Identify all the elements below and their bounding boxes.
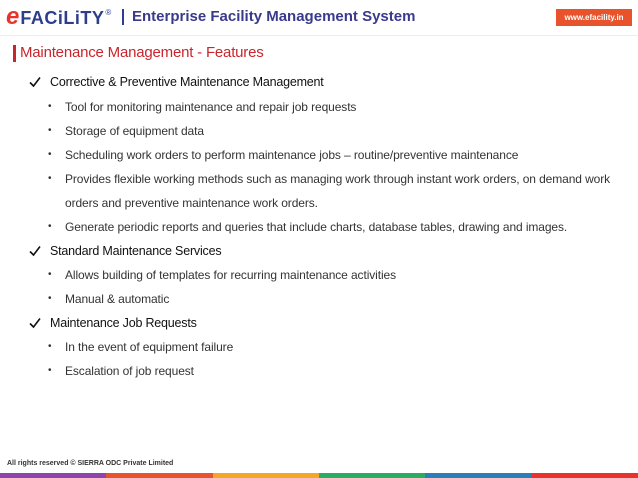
bullet-text: In the event of equipment failure [65,340,234,354]
checkmark-icon [28,75,42,89]
header-title: Enterprise Facility Management System [132,8,416,25]
bullet-dot: • [48,149,52,160]
strip-segment [0,473,106,478]
logo-wordmark: FACiLiTY [20,8,105,28]
bullet-continuation: orders and preventive maintenance work orders. [65,196,318,210]
bullet-text: Tool for monitoring maintenance and repair job requests [65,100,357,114]
bullet-item [48,171,610,187]
bullet-dot: • [48,269,52,280]
bullet-item [48,267,396,283]
bullet-dot: • [48,221,52,232]
bullet-item [48,99,356,115]
page-title: Maintenance Management - Features [20,44,264,61]
bullet-dot: • [48,125,52,136]
feature-label: Maintenance Job Requests [50,316,197,330]
checkmark-icon [28,316,42,330]
efacility-logo[interactable] [6,5,111,31]
header-divider [0,35,638,36]
bullet-text: Storage of equipment data [65,124,204,138]
strip-segment [106,473,212,478]
bullet-item [48,147,518,163]
strip-segment [319,473,425,478]
feature-item [28,74,324,90]
header-separator [122,9,124,25]
bullet-text: Manual & automatic [65,292,170,306]
feature-item [28,315,197,331]
strip-segment [425,473,531,478]
header [0,0,638,36]
checkmark-icon [28,244,42,258]
bullet-dot: • [48,101,52,112]
feature-label: Corrective & Preventive Maintenance Management [50,75,324,89]
bullet-text: Scheduling work orders to perform maintenance jobs – routine/preventive maintenance [65,148,519,162]
bullet-dot: • [48,173,52,184]
bullet-item [48,219,567,235]
bullet-item [48,363,194,379]
feature-label: Standard Maintenance Services [50,244,222,258]
bullet-item [48,339,233,355]
bullet-text: Allows building of templates for recurring maintenance activities [65,268,396,282]
feature-item [28,243,221,259]
logo-e: e [6,3,20,30]
bullet-text: Generate periodic reports and queries that include charts, database tables, drawing and images. [65,220,568,234]
bullet-item [48,123,204,139]
footer-copyright: All rights reserved © SIERRA ODC Private Limited [7,460,174,467]
strip-segment [213,473,319,478]
bullet-dot: • [48,293,52,304]
website-url-badge[interactable]: www.efacility.in [556,9,632,26]
section-title [13,44,264,62]
footer-color-strip [0,473,638,478]
bullet-text: Escalation of job request [65,364,194,378]
title-accent-bar [13,45,16,62]
bullet-dot: • [48,341,52,352]
registered-mark: ® [105,8,112,17]
bullet-text: Provides flexible working methods such as managing work through instant work orders, on demand work [65,172,611,186]
bullet-item [48,291,169,307]
strip-segment [532,473,638,478]
bullet-dot: • [48,365,52,376]
